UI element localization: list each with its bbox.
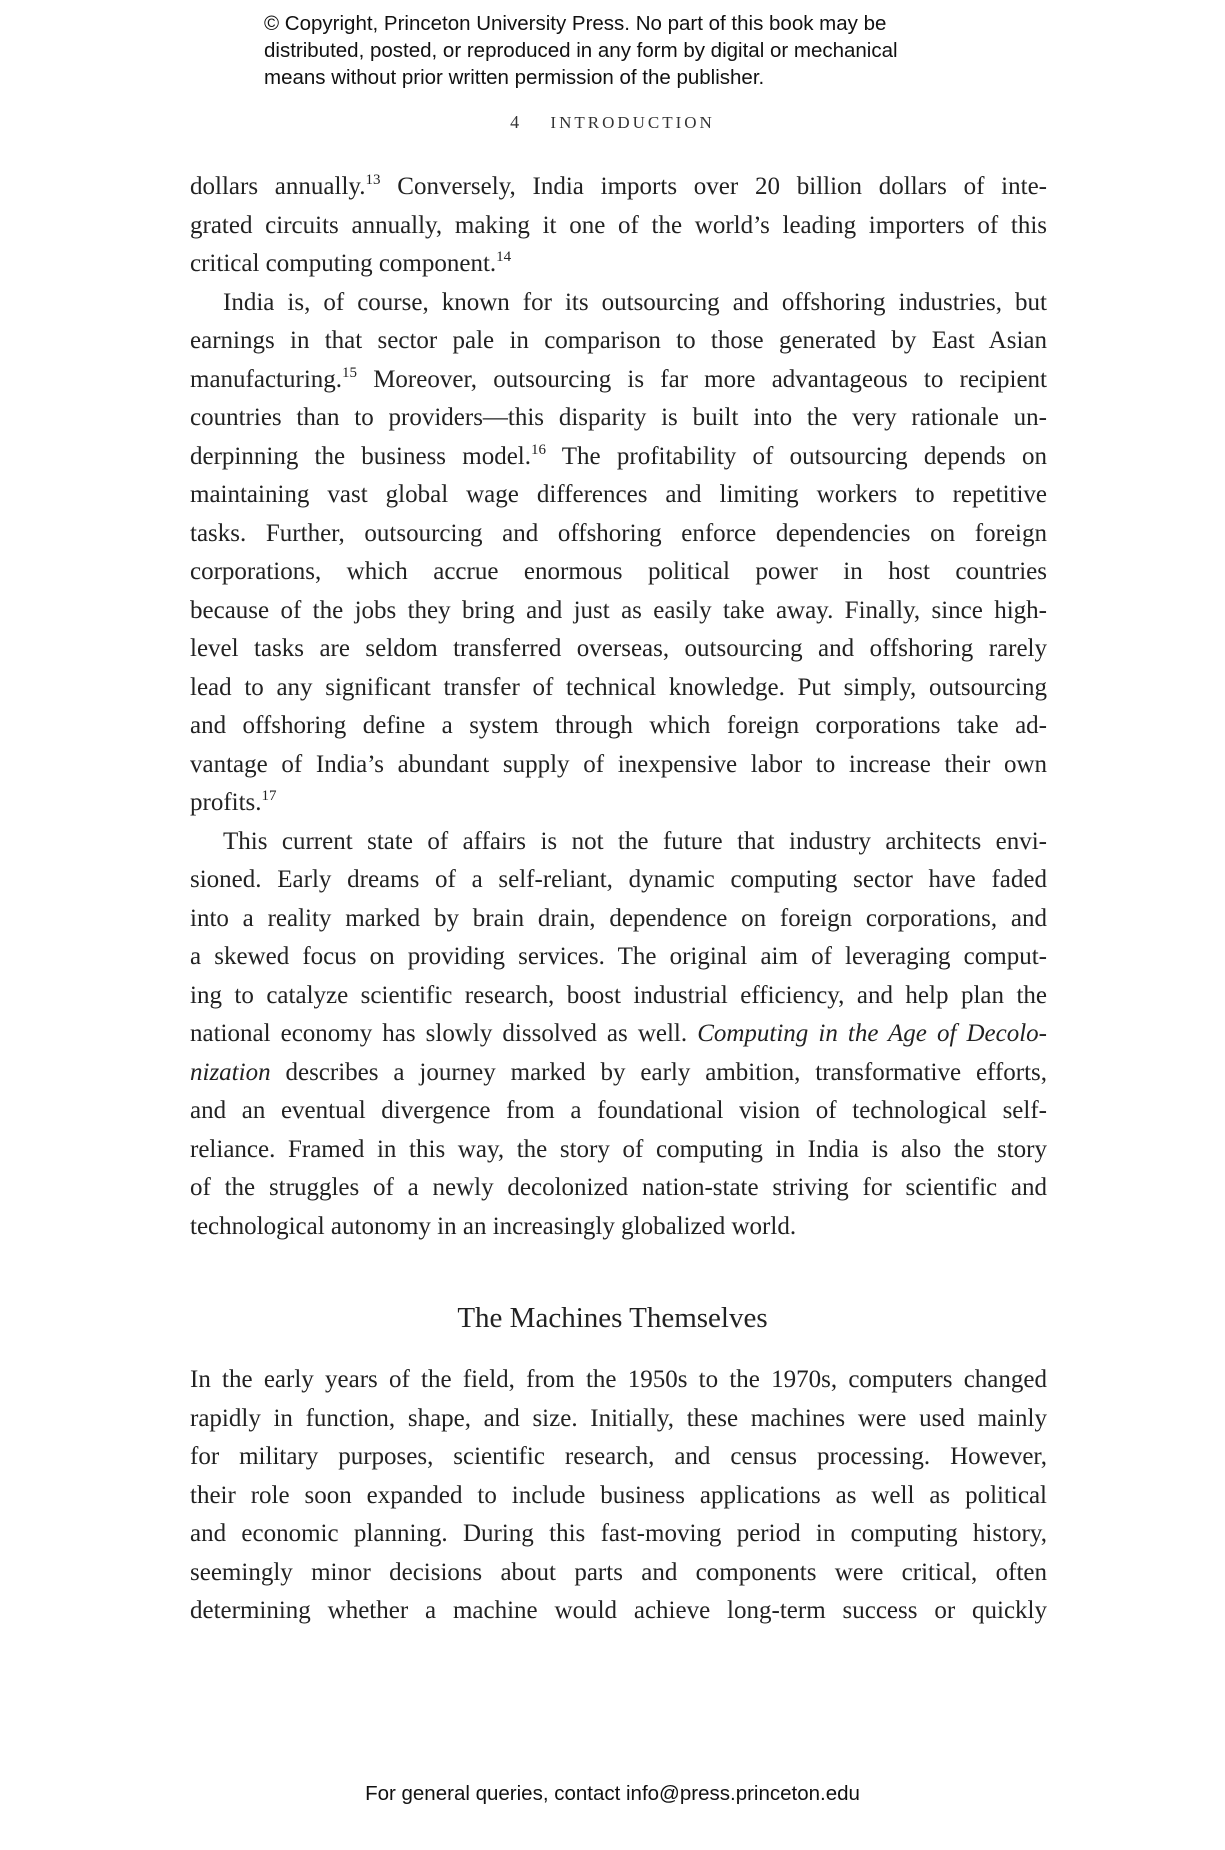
text-segment: for military purposes, scientific research, and census processing. However, (190, 1443, 1047, 1470)
text-segment: dollars annually. (190, 173, 366, 200)
text-line (190, 1400, 1047, 1439)
footnote-ref: 13 (365, 172, 381, 188)
text-line (190, 1592, 1047, 1631)
text-segment: corporations, which accrue enormous political power in host countries (190, 558, 1047, 585)
text-line (190, 322, 1047, 361)
text-line (190, 1477, 1047, 1516)
running-head (0, 112, 1225, 133)
text-segment: and an eventual divergence from a foundational vision of technological self- (190, 1097, 1047, 1124)
text-line (190, 707, 1047, 746)
text-line (190, 1515, 1047, 1554)
text-segment: reliance. Framed in this way, the story of computing in India is also the story (190, 1135, 1047, 1163)
text-segment: This current state of affairs is not the future that industry architects envi- (223, 827, 1047, 855)
text-line (190, 977, 1047, 1016)
text-segment: The profitability of outsourcing depends on (546, 442, 1047, 470)
section-heading: The Machines Themselves (457, 1302, 768, 1334)
text-segment: seemingly minor decisions about parts and components were critical, often (190, 1558, 1047, 1586)
text-segment: their role soon expanded to include business applications as well as political (190, 1481, 1047, 1509)
paragraph (190, 1361, 1047, 1631)
text-segment: maintaining vast global wage differences and limiting workers to repetitive (190, 481, 1047, 508)
text-line (190, 669, 1047, 708)
text-segment: national economy has slowly dissolved as well. (190, 1020, 698, 1047)
text-segment: ing to catalyze scientific research, boost industrial efficiency, and help plan the (190, 981, 1047, 1009)
text-line (190, 900, 1047, 939)
text-line (190, 284, 1047, 323)
text-line (190, 1554, 1047, 1593)
footnote-ref: 14 (496, 249, 512, 265)
copyright-line: distributed, posted, or reproduced in any form by digital or mechanical (264, 39, 898, 62)
text-line (190, 1361, 1047, 1400)
italic-title: nization (190, 1058, 271, 1086)
text-line (190, 592, 1047, 631)
text-segment: level tasks are seldom transferred overseas, outsourcing and offshoring rarely (190, 635, 1047, 662)
text-line (190, 938, 1047, 977)
copyright-line: means without prior written permission of the publisher. (264, 66, 765, 89)
text-segment: determining whether a machine would achieve long-term success or quickly (190, 1597, 1047, 1624)
text-line (190, 1208, 1047, 1247)
footnote-ref: 15 (342, 364, 358, 381)
text-line (190, 1054, 1047, 1093)
text-line (190, 168, 1047, 207)
text-segment: a skewed focus on providing services. The original aim of leveraging comput- (190, 943, 1047, 970)
text-segment: of the struggles of a newly decolonized nation-state striving for scientific and (190, 1174, 1047, 1201)
text-segment: technological autonomy in an increasingly globalized world. (190, 1212, 797, 1240)
text-line (190, 438, 1047, 477)
paragraph (190, 284, 1047, 823)
text-segment: In the early years of the field, from the 1950s to the 1970s, computers changed (190, 1366, 1047, 1393)
text-segment: tasks. Further, outsourcing and offshoring enforce dependencies on foreign (190, 519, 1047, 547)
text-line (190, 515, 1047, 554)
paragraph (190, 823, 1047, 1247)
text-segment: rapidly in function, shape, and size. Initially, these machines were used mainly (190, 1404, 1047, 1432)
text-line (190, 1092, 1047, 1131)
italic-title: Computing in the Age of Decolo- (697, 1020, 1047, 1047)
text-segment: because of the jobs they bring and just as easily take away. Finally, since high- (190, 596, 1047, 624)
footer-contact: For general queries, contact info@press.princeton.edu (365, 1782, 860, 1805)
text-segment: Moreover, outsourcing is far more advantageous to recipient (357, 365, 1047, 393)
copyright-line: © Copyright, Princeton University Press. No part of this book may be (264, 12, 887, 35)
text-line (190, 746, 1047, 785)
text-line (190, 784, 1047, 823)
copyright-notice (264, 10, 1024, 91)
text-segment: vantage of India’s abundant supply of inexpensive labor to increase their own (190, 750, 1047, 778)
footnote-ref: 16 (531, 441, 546, 458)
text-segment: profits. (190, 789, 262, 816)
text-segment: into a reality marked by brain drain, dependence on foreign corporations, and (190, 904, 1047, 932)
text-segment: sioned. Early dreams of a self-reliant, dynamic computing sector have faded (190, 866, 1047, 893)
text-segment: countries than to providers—this disparity is built into the very rationale un- (190, 404, 1047, 431)
text-line (190, 630, 1047, 669)
running-head-title: INTRODUCTION (550, 113, 715, 132)
text-line (190, 553, 1047, 592)
footnote-ref: 17 (261, 788, 277, 804)
text-segment: earnings in that sector pale in comparison to those generated by East Asian (190, 327, 1047, 354)
text-line (190, 476, 1047, 515)
text-line (190, 861, 1047, 900)
text-segment: lead to any significant transfer of technical knowledge. Put simply, outsourcing (190, 673, 1047, 701)
body-text-block (190, 1361, 1047, 1631)
text-line (190, 1131, 1047, 1170)
text-segment: and offshoring define a system through which foreign corporations take ad- (190, 712, 1047, 739)
text-segment: India is, of course, known for its outsourcing and offshoring industries, but (223, 288, 1047, 316)
text-segment: manufacturing. (190, 365, 343, 393)
paragraph (190, 168, 1047, 284)
text-line (190, 361, 1047, 400)
text-segment: derpinning the business model. (190, 442, 531, 470)
text-segment: Conversely, India imports over 20 billion dollars of inte- (380, 173, 1047, 200)
text-line (190, 399, 1047, 438)
text-line (190, 245, 1047, 284)
text-line (190, 823, 1047, 862)
text-segment: grated circuits annually, making it one of the world’s leading importers of this (190, 211, 1047, 239)
page-number: 4 (510, 112, 520, 132)
text-segment: describes a journey marked by early ambition, transformative efforts, (270, 1058, 1047, 1086)
text-segment: and economic planning. During this fast-moving period in computing history, (190, 1520, 1047, 1547)
text-line (190, 1015, 1047, 1054)
text-line (190, 1169, 1047, 1208)
body-text-block (190, 168, 1047, 1246)
text-segment: critical computing component. (190, 250, 497, 277)
text-line (190, 1438, 1047, 1477)
text-line (190, 207, 1047, 246)
